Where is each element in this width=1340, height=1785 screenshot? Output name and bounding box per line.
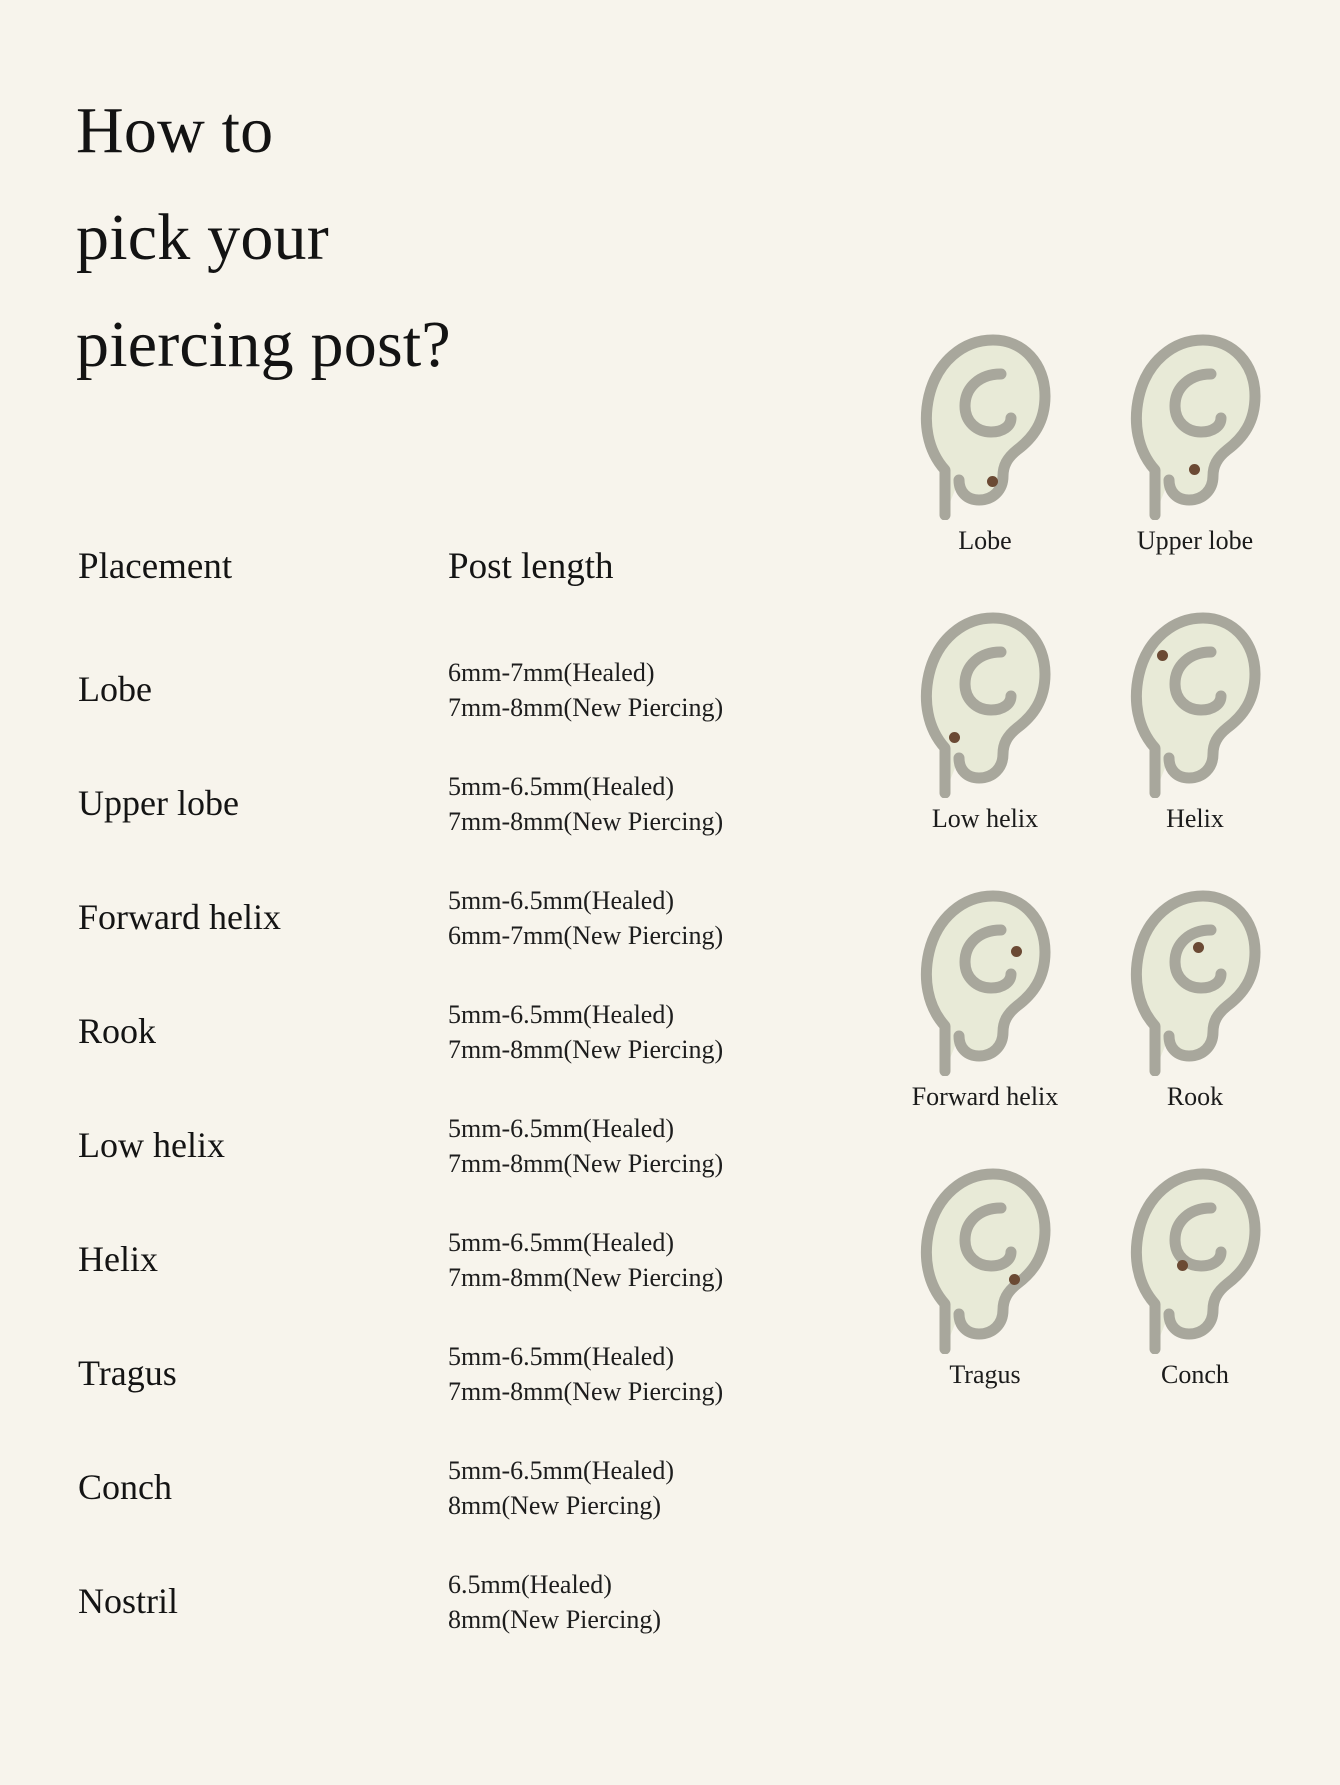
- ear-diagram-row: [880, 886, 1300, 1112]
- ear-diagram-label: Helix: [1166, 804, 1224, 833]
- page-title-line-3: piercing post?: [76, 307, 451, 381]
- ear-icon: [1115, 886, 1275, 1076]
- ear-diagram-rook: [1090, 886, 1300, 1112]
- post-length-new: 6mm-7mm(New Piercing): [448, 921, 724, 950]
- ear-icon: [905, 1164, 1065, 1354]
- ear-diagram-forward-helix: [880, 886, 1090, 1112]
- post-length-healed: 5mm-6.5mm(Healed): [448, 1113, 674, 1143]
- cell-post-length: [448, 1339, 723, 1409]
- cell-post-length: [448, 1567, 661, 1637]
- ear-icon: [1115, 330, 1275, 520]
- cell-placement: Helix: [78, 1239, 158, 1280]
- cell-post-length: [448, 883, 723, 953]
- ear-illustration: [905, 1164, 1065, 1354]
- cell-post-length: [448, 1111, 723, 1181]
- ear-icon: [1115, 1164, 1275, 1354]
- ear-diagram-row: [880, 608, 1300, 834]
- post-length-new: 7mm-8mm(New Piercing): [448, 1263, 724, 1292]
- piercing-dot: [1157, 650, 1168, 661]
- ear-illustration: [1115, 1164, 1275, 1354]
- post-length-new: 7mm-8mm(New Piercing): [448, 1149, 724, 1178]
- ear-diagram-label: Forward helix: [911, 1082, 1059, 1111]
- ear-diagram-low-helix: [880, 608, 1090, 834]
- ear-icon: [1115, 608, 1275, 798]
- cell-placement: Forward helix: [78, 897, 281, 938]
- cell-post-length: [448, 655, 723, 725]
- post-length-healed: 6mm-7mm(Healed): [448, 657, 655, 687]
- cell-placement: Rook: [78, 1011, 157, 1052]
- ear-diagram-label: Conch: [1161, 1360, 1229, 1389]
- page-title-line-2: pick your: [76, 200, 329, 274]
- page-title-line-1: How to: [76, 94, 274, 167]
- table-row: [78, 1089, 838, 1203]
- ear-diagram-label: Upper lobe: [1136, 526, 1254, 555]
- ear-illustration: [1115, 330, 1275, 520]
- post-length-healed: 5mm-6.5mm(Healed): [448, 1455, 674, 1485]
- ear-diagram-label: Low helix: [931, 804, 1039, 833]
- ear-diagram-grid: [880, 330, 1300, 1442]
- ear-illustration: [1115, 886, 1275, 1076]
- piercing-dot: [987, 476, 998, 487]
- ear-illustration: [905, 330, 1065, 520]
- ear-diagram-label: Lobe: [958, 526, 1012, 555]
- post-length-new: 7mm-8mm(New Piercing): [448, 807, 724, 836]
- post-length-new: 8mm(New Piercing): [448, 1491, 662, 1520]
- table-row: [78, 1203, 838, 1317]
- ear-diagram-label: Tragus: [949, 1360, 1021, 1389]
- post-length-healed: 5mm-6.5mm(Healed): [448, 885, 674, 915]
- ear-diagram-helix: [1090, 608, 1300, 834]
- ear-icon: [905, 608, 1065, 798]
- cell-placement: Nostril: [78, 1581, 179, 1622]
- table-row: [78, 1431, 838, 1545]
- piercing-dot: [949, 732, 960, 743]
- table-row: [78, 975, 838, 1089]
- ear-diagram-row: [880, 1164, 1300, 1390]
- page-title: [76, 78, 696, 399]
- cell-post-length: [448, 997, 723, 1067]
- post-length-new: 7mm-8mm(New Piercing): [448, 1035, 724, 1064]
- ear-diagram-row: [880, 330, 1300, 556]
- piercing-dot: [1011, 946, 1022, 957]
- piercing-dot: [1009, 1274, 1020, 1285]
- table-row: [78, 747, 838, 861]
- piercing-dot: [1193, 942, 1204, 953]
- piercing-dot: [1189, 464, 1200, 475]
- post-length-healed: 5mm-6.5mm(Healed): [448, 1341, 674, 1371]
- post-length-new: 8mm(New Piercing): [448, 1605, 662, 1634]
- column-header-post-length: Post length: [448, 546, 614, 587]
- ear-icon: [905, 886, 1065, 1076]
- table-header-row: [78, 545, 838, 633]
- ear-diagram-upper-lobe: [1090, 330, 1300, 556]
- table-row: [78, 1317, 838, 1431]
- ear-diagram-tragus: [880, 1164, 1090, 1390]
- table-row: [78, 633, 838, 747]
- cell-placement: Tragus: [78, 1353, 177, 1394]
- ear-diagram-label: Rook: [1166, 1082, 1224, 1111]
- post-length-healed: 5mm-6.5mm(Healed): [448, 999, 674, 1029]
- ear-diagram-lobe: [880, 330, 1090, 556]
- ear-diagram-conch: [1090, 1164, 1300, 1390]
- cell-placement: Low helix: [78, 1125, 225, 1166]
- post-length-table: [78, 545, 838, 1659]
- post-length-healed: 5mm-6.5mm(Healed): [448, 1227, 674, 1257]
- cell-post-length: [448, 1225, 723, 1295]
- post-length-new: 7mm-8mm(New Piercing): [448, 1377, 724, 1406]
- table-row: [78, 861, 838, 975]
- ear-illustration: [905, 886, 1065, 1076]
- cell-placement: Upper lobe: [78, 783, 239, 824]
- ear-illustration: [905, 608, 1065, 798]
- table-row: [78, 1545, 838, 1659]
- post-length-healed: 6.5mm(Healed): [448, 1569, 612, 1599]
- post-length-healed: 5mm-6.5mm(Healed): [448, 771, 674, 801]
- cell-placement: Lobe: [78, 669, 152, 710]
- ear-icon: [905, 330, 1065, 520]
- cell-post-length: [448, 769, 723, 839]
- piercing-dot: [1177, 1260, 1188, 1271]
- cell-post-length: [448, 1453, 674, 1523]
- cell-placement: Conch: [78, 1467, 172, 1508]
- ear-illustration: [1115, 608, 1275, 798]
- post-length-new: 7mm-8mm(New Piercing): [448, 693, 724, 722]
- column-header-placement: Placement: [78, 546, 233, 587]
